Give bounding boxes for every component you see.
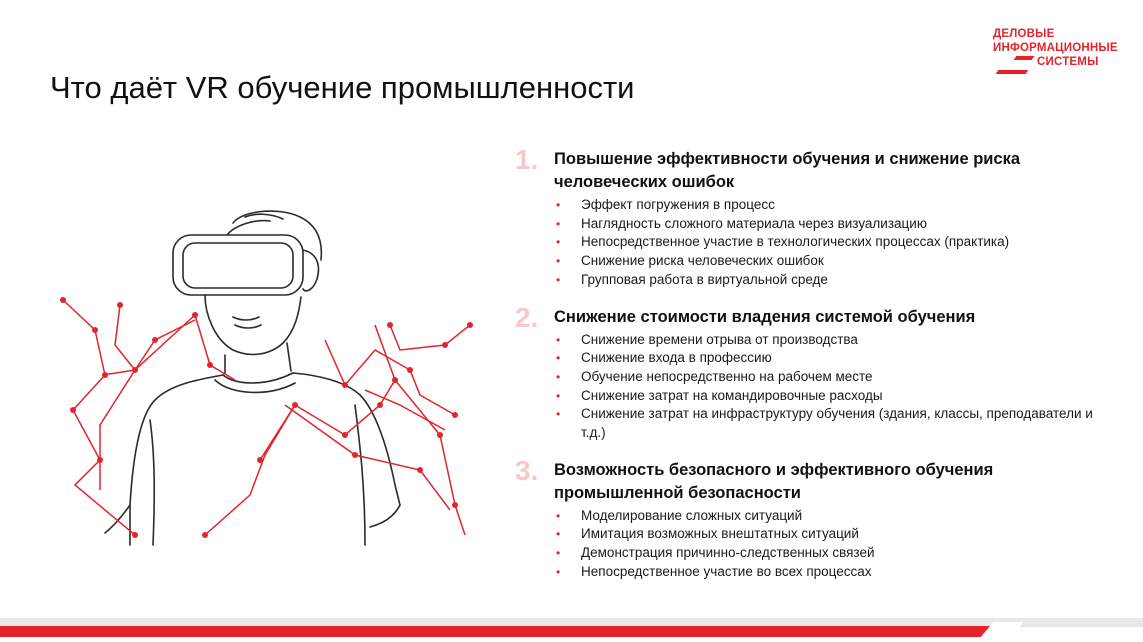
logo-line-2: ИНФОРМАЦИОННЫЕ — [993, 42, 1118, 54]
section-bullets — [554, 196, 1112, 290]
list-item-text: Моделирование сложных ситуаций — [581, 507, 803, 523]
list-item-text: Обучение непосредственно на рабочем месте — [581, 368, 873, 384]
section-title: Снижение стоимости владения системой обучения — [554, 307, 976, 326]
list-item — [554, 387, 1112, 406]
list-item — [554, 405, 1112, 442]
section-number: 2. — [515, 301, 539, 333]
list-item-text: Эффект погружения в процесс — [581, 197, 775, 212]
section-bullets — [554, 331, 1112, 443]
logo-stripe — [1014, 56, 1035, 60]
company-logo — [985, 28, 1120, 76]
benefits-list — [512, 144, 1112, 598]
list-item — [554, 563, 1112, 582]
logo-line-3: СИСТЕМЫ — [1037, 56, 1099, 68]
list-item-text: Снижение входа в профессию — [581, 350, 772, 366]
logo-line-1: ДЕЛОВЫЕ — [993, 28, 1055, 40]
bullet-icon: • — [556, 508, 561, 523]
logo-stripe — [996, 70, 1029, 74]
list-item — [554, 544, 1112, 563]
list-item — [554, 215, 1112, 234]
bullet-icon: • — [556, 388, 561, 403]
bullet-icon: • — [556, 254, 561, 269]
list-item — [554, 331, 1112, 350]
list-item — [554, 368, 1112, 387]
bullet-icon: • — [556, 216, 561, 231]
footer-red-band — [0, 626, 1000, 637]
section-number: 1. — [515, 144, 539, 175]
list-item-text: Имитация возможных внештатных ситуаций — [581, 526, 859, 542]
bullet-icon: • — [556, 546, 561, 561]
page-title: Что даёт VR обучение промышленности — [50, 70, 635, 105]
list-item-text: Групповая работа в виртуальной среде — [581, 271, 828, 287]
bullet-icon: • — [556, 351, 561, 366]
bullet-icon: • — [556, 198, 561, 212]
section-efficiency — [512, 144, 1112, 290]
bullet-icon: • — [556, 369, 561, 384]
list-item-text: Снижение времени отрыва от производства — [581, 331, 858, 347]
bullet-icon: • — [556, 407, 561, 422]
section-cost — [512, 301, 1112, 443]
section-number: 3. — [515, 454, 539, 486]
list-item-text: Наглядность сложного материала через визуализацию — [581, 215, 927, 231]
list-item-text: Снижение затрат на командировочные расходы — [581, 387, 883, 403]
bullet-icon: • — [556, 235, 561, 250]
section-title: Возможность безопасного и эффективного обучения промышленной безопасности — [554, 460, 994, 502]
list-item — [554, 252, 1112, 271]
section-safety — [512, 454, 1112, 582]
list-item — [554, 196, 1112, 215]
list-item — [554, 271, 1112, 290]
bullet-icon: • — [556, 527, 561, 542]
list-item — [554, 507, 1112, 526]
list-item-text: Снижение затрат на инфраструктуру обучения (здания, классы, преподаватели и т.д.) — [581, 406, 1093, 441]
list-item — [554, 525, 1112, 544]
list-item-text: Непосредственное участие в технологических процессах (практика) — [581, 234, 1010, 250]
list-item-text: Непосредственное участие во всех процессах — [581, 563, 872, 579]
list-item — [554, 349, 1112, 368]
section-bullets — [554, 507, 1112, 582]
bullet-icon: • — [556, 564, 561, 579]
person-vr-headset-illustration — [55, 205, 475, 550]
list-item — [554, 233, 1112, 252]
bullet-icon: • — [556, 272, 561, 287]
list-item-text: Демонстрация причинно-следственных связей — [581, 545, 875, 561]
list-item-text: Снижение риска человеческих ошибок — [581, 253, 824, 269]
section-title: Повышение эффективности обучения и снижение риска человеческих ошибок — [554, 150, 1021, 191]
bullet-icon: • — [556, 332, 561, 347]
